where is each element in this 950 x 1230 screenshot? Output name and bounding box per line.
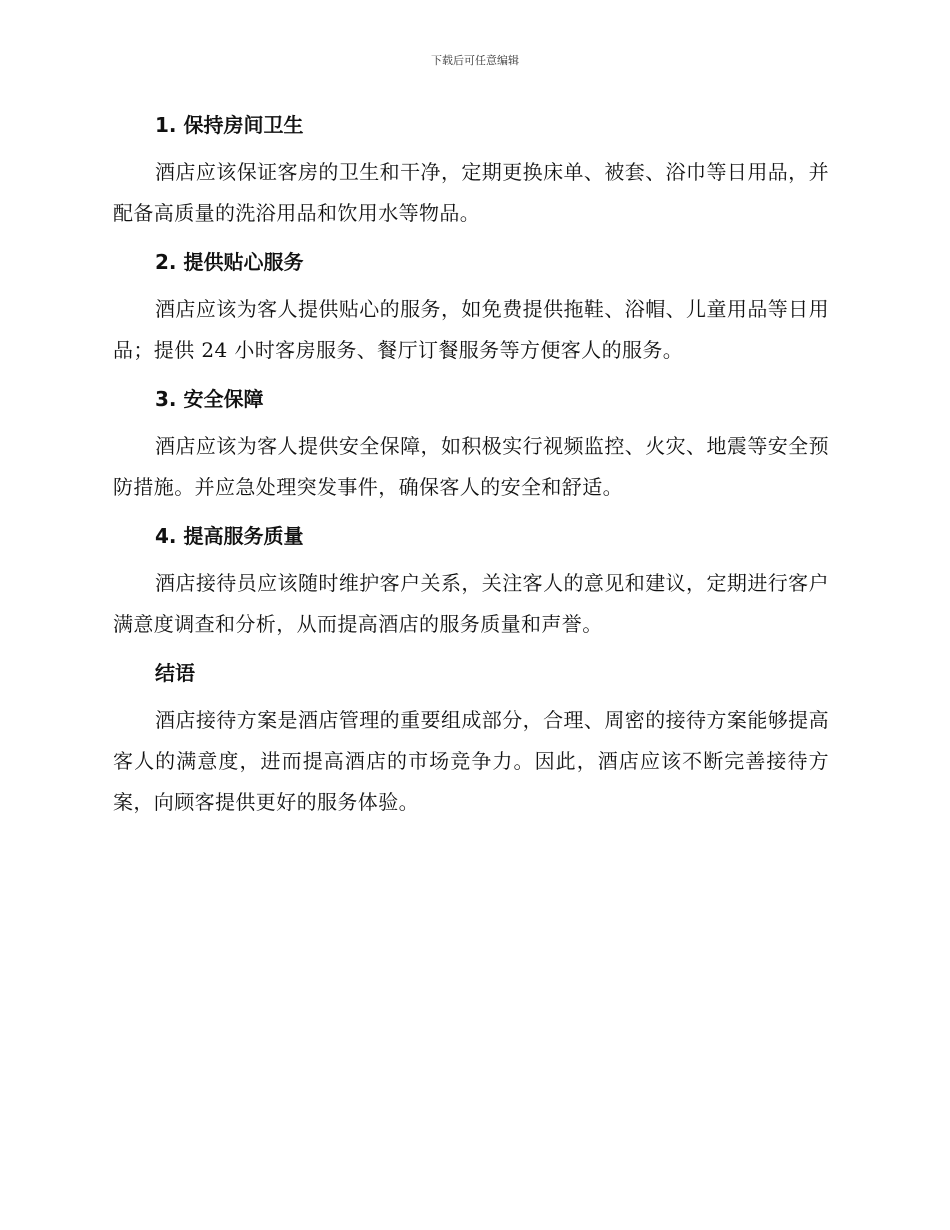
section-paragraph: 酒店应该为客人提供贴心的服务，如免费提供拖鞋、浴帽、儿童用品等日用品；提供 24 小时客房服务、餐厅订餐服务等方便客人的服务。 [113,297,829,362]
section-heading: 3. 安全保障 [155,387,264,411]
section-paragraph: 酒店接待方案是酒店管理的重要组成部分，合理、周密的接待方案能够提高客人的满意度，进而提高酒店的市场竞争力。因此，酒店应该不断完善接待方案，向顾客提供更好的服务体验。 [113,708,829,814]
section-heading: 结语 [155,661,195,685]
section-room-hygiene [113,110,829,234]
section-heading: 2. 提供贴心服务 [155,250,304,274]
section-heading: 1. 保持房间卫生 [155,113,304,137]
section-heading: 4. 提高服务质量 [155,524,304,548]
page-header: 下载后可任意编辑 [431,54,519,67]
document-body [113,110,829,836]
section-thoughtful-service [113,247,829,371]
section-paragraph: 酒店接待员应该随时维护客户关系，关注客人的意见和建议，定期进行客户满意度调查和分析，从而提高酒店的服务质量和声誉。 [113,571,829,636]
section-safety [113,384,829,508]
section-paragraph: 酒店应该为客人提供安全保障，如积极实行视频监控、火灾、地震等安全预防措施。并应急处理突发事件，确保客人的安全和舒适。 [113,434,829,499]
section-paragraph: 酒店应该保证客房的卫生和干净，定期更换床单、被套、浴巾等日用品，并配备高质量的洗浴用品和饮用水等物品。 [113,160,829,225]
section-conclusion [113,658,829,823]
section-service-quality [113,521,829,645]
